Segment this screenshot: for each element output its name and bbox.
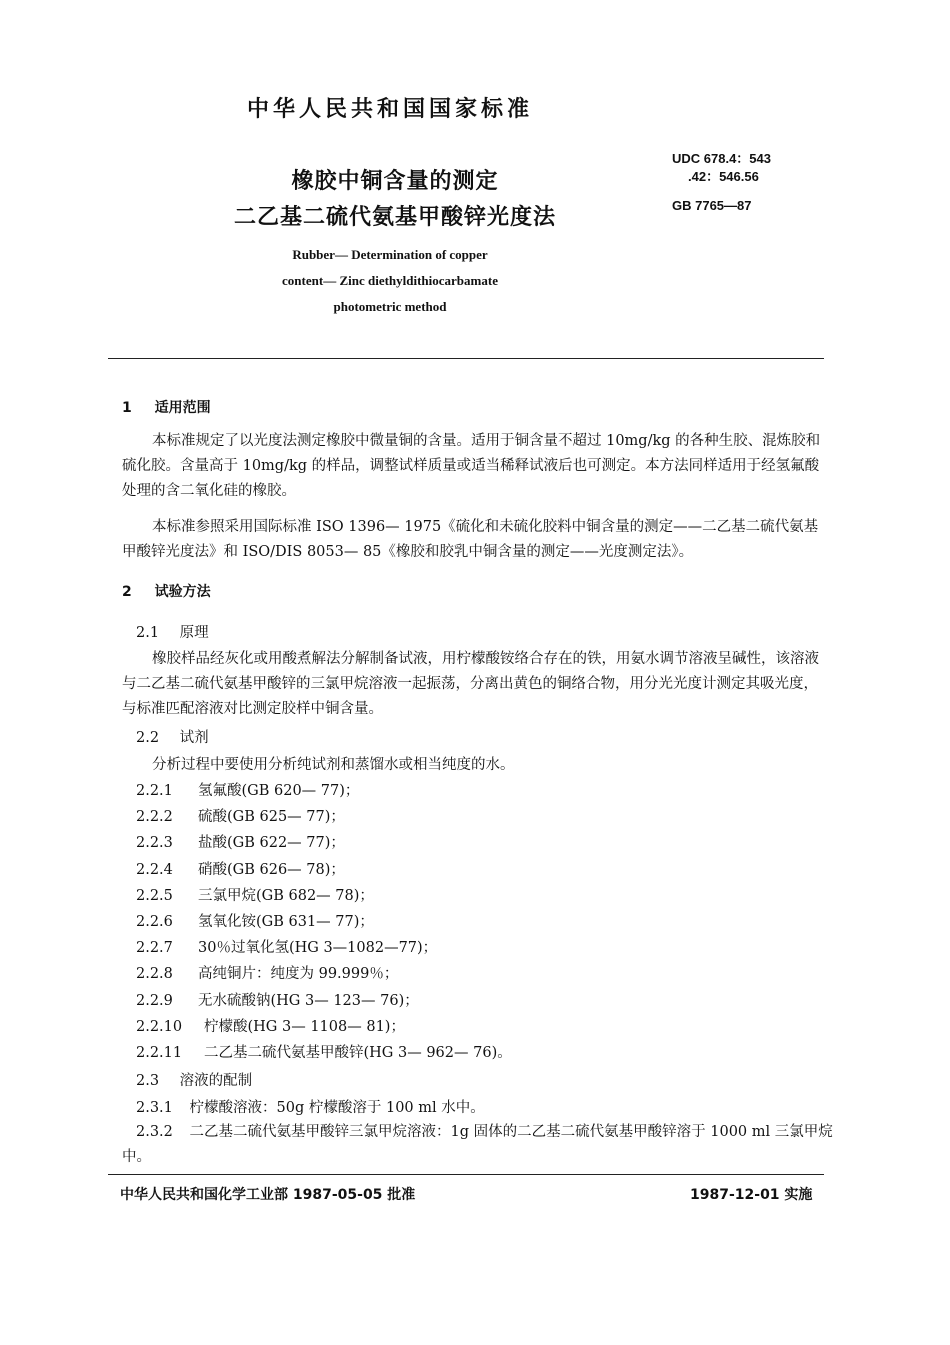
- subsection-2-3-1-text: 柠檬酸溶液：50g 柠檬酸溶于 100 ml 水中。: [189, 1100, 485, 1116]
- implementation-date: 1987-12-01 实施: [690, 1187, 813, 1203]
- subsection-2-1-heading: [136, 621, 209, 642]
- title-chinese-line1: 橡胶中铜含量的测定: [291, 169, 499, 194]
- subsection-2-3-number: 2.3: [136, 1073, 160, 1089]
- section-1-title: 适用范围: [154, 400, 211, 416]
- reagent-item: [136, 1041, 512, 1062]
- subsection-2-2-title: 试剂: [179, 730, 209, 746]
- title-chinese-line2: 二乙基二硫代氨基甲酸锌光度法: [233, 205, 556, 230]
- subsection-2-2-heading: [136, 726, 209, 747]
- reagent-item: [136, 962, 398, 983]
- reagent-text: 高纯铜片：纯度为 99.999％；: [198, 966, 399, 983]
- subsection-2-1-number: 2.1: [136, 625, 160, 641]
- subsection-2-3-2-text: 二乙基二硫代氨基甲酸锌三氯甲烷溶液：1g 固体的二乙基二硫代氨基甲酸锌溶于 1000 ml 三氯甲烷中。: [122, 1124, 833, 1165]
- reagent-item: [136, 831, 345, 852]
- section-2-number: 2: [122, 584, 132, 600]
- reagent-number: 2.2.1: [136, 783, 173, 799]
- reagent-number: 2.2.4: [136, 861, 173, 878]
- reagent-number: 2.2.3: [136, 835, 173, 852]
- reagent-text: 氢氧化铵(GB 631— 77)；: [198, 914, 374, 930]
- reagent-number: 2.2.10: [136, 1018, 183, 1035]
- reagent-number: 2.2.5: [136, 887, 173, 904]
- approval-line: 中华人民共和国化学工业部 1987-05-05 批准: [120, 1187, 416, 1203]
- subsection-2-3-heading: [136, 1069, 252, 1090]
- reagent-item: [136, 936, 437, 957]
- title-english-line1: Rubber— Determination of copper: [292, 247, 488, 262]
- reagent-item: [136, 910, 374, 931]
- reagent-number: 2.2.6: [136, 914, 173, 930]
- reagent-number: 2.2.9: [136, 992, 173, 1009]
- reagent-item: [136, 805, 345, 826]
- section-1-paragraph-1: 本标准规定了以光度法测定橡胶中微量铜的含量。适用于铜含量不超过 10mg/kg 的各种生胶、混炼胶和硫化胶。含量高于 10mg/kg 的样品，调整试样质量或适当稀释试液后也可测定。本方法同样适用于经氢氟酸处理的含二氧化硅的橡胶。: [122, 433, 821, 499]
- title-english-line2: content— Zinc diethyldithiocarbamate: [282, 273, 498, 288]
- footer-divider: [108, 1174, 824, 1175]
- subsection-2-3-2: [122, 1120, 834, 1170]
- title-english-line3: photometric method: [333, 299, 447, 314]
- reagent-number: 2.2.2: [136, 809, 173, 826]
- reagent-text: 二乙基二硫代氨基甲酸锌(HG 3— 962— 76)。: [204, 1045, 512, 1061]
- reagent-text: 硝酸(GB 626— 78)；: [198, 861, 345, 878]
- reagent-item: [136, 779, 359, 800]
- udc-code-line1: UDC 678.4：543: [672, 151, 771, 166]
- subsection-2-3-1: [136, 1096, 485, 1117]
- subsection-2-3-title: 溶液的配制: [179, 1073, 253, 1089]
- section-2-title: 试验方法: [154, 584, 211, 600]
- section-1-paragraph-2: 本标准参照采用国际标准 ISO 1396— 1975《硫化和未硫化胶料中铜含量的测定——二乙基二硫代氨基甲酸锌光度法》和 ISO/DIS 8053— 85《橡胶和胶乳中铜含量的测定——光度测定法》。: [122, 519, 819, 560]
- reagent-text: 30％过氧化氢(HG 3—1082—77)；: [198, 940, 438, 957]
- reagent-number: 2.2.8: [136, 966, 173, 983]
- standard-name: 中华人民共和国国家标准: [246, 97, 533, 122]
- gb-number: GB 7765—87: [672, 198, 752, 213]
- reagent-number: 2.2.7: [136, 940, 173, 957]
- reagent-number: 2.2.11: [136, 1045, 183, 1061]
- subsection-2-2-text: 分析过程中要使用分析纯试剂和蒸馏水或相当纯度的水。: [152, 757, 515, 773]
- reagent-text: 硫酸(GB 625— 77)；: [198, 809, 345, 826]
- section-1-number: 1: [122, 400, 132, 416]
- reagent-text: 三氯甲烷(GB 682— 78)；: [198, 887, 374, 904]
- udc-code-line2: .42：546.56: [688, 169, 759, 184]
- reagent-text: 氢氟酸(GB 620— 77)；: [198, 783, 360, 799]
- subsection-2-1-text: 橡胶样品经灰化或用酸煮解法分解制备试液，用柠檬酸铵络合存在的铁，用氨水调节溶液呈碱性，该溶液与二乙基二硫代氨基甲酸锌的三氯甲烷溶液一起振荡，分离出黄色的铜络合物，用分光光度计测定其吸光度，与标准匹配溶液对比测定胶样中铜含量。: [122, 651, 819, 717]
- reagent-item: [136, 989, 419, 1010]
- reagent-item: [136, 858, 345, 879]
- header-divider: [108, 358, 824, 359]
- reagent-text: 盐酸(GB 622— 77)；: [198, 835, 345, 852]
- subsection-2-2-number: 2.2: [136, 730, 160, 746]
- reagent-text: 无水硫酸钠(HG 3— 123— 76)；: [198, 992, 419, 1009]
- subsection-2-1-title: 原理: [179, 625, 209, 641]
- subsection-2-3-1-number: 2.3.1: [136, 1100, 173, 1116]
- section-1-heading: [122, 397, 211, 417]
- reagent-item: [136, 1015, 405, 1036]
- section-2-heading: [122, 581, 211, 601]
- reagent-item: [136, 884, 374, 905]
- subsection-2-3-2-number: 2.3.2: [136, 1124, 173, 1140]
- reagent-text: 柠檬酸(HG 3— 1108— 81)；: [204, 1018, 405, 1035]
